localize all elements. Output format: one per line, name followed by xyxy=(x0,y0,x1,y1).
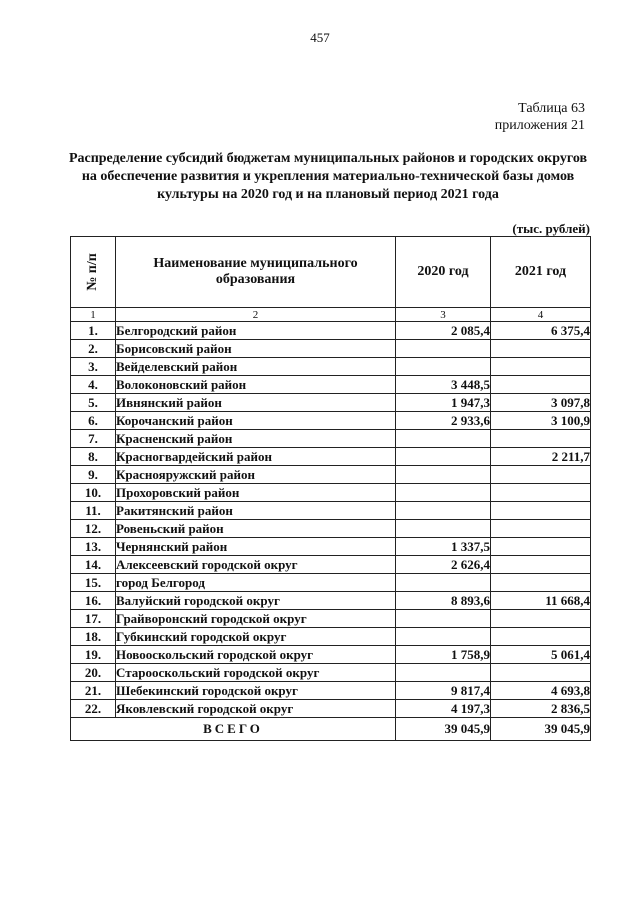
row-value-2021: 2 836,5 xyxy=(491,700,591,718)
row-value-2020 xyxy=(396,448,491,466)
row-value-2020 xyxy=(396,484,491,502)
row-value-2020 xyxy=(396,628,491,646)
header-num xyxy=(71,237,116,308)
row-value-2020: 1 947,3 xyxy=(396,394,491,412)
col-number: 1 xyxy=(71,308,116,322)
row-number: 16. xyxy=(71,592,116,610)
table-body xyxy=(71,322,591,718)
table-header-row xyxy=(71,237,591,308)
row-value-2020: 2 933,6 xyxy=(396,412,491,430)
row-value-2020: 3 448,5 xyxy=(396,376,491,394)
row-value-2020: 4 197,3 xyxy=(396,700,491,718)
row-name: Грайворонский городской округ xyxy=(116,610,396,628)
col-number: 2 xyxy=(116,308,396,322)
row-name: Яковлевский городской округ xyxy=(116,700,396,718)
header-2021: 2021 год xyxy=(491,237,591,308)
row-value-2021 xyxy=(491,502,591,520)
row-value-2021: 5 061,4 xyxy=(491,646,591,664)
row-value-2021 xyxy=(491,664,591,682)
units-label: (тыс. рублей) xyxy=(512,221,590,236)
row-number: 19. xyxy=(71,646,116,664)
row-value-2021: 3 100,9 xyxy=(491,412,591,430)
total-2020: 39 045,9 xyxy=(396,718,491,741)
subsidy-table xyxy=(70,236,591,741)
col-number: 4 xyxy=(491,308,591,322)
row-value-2021 xyxy=(491,520,591,538)
header-2020: 2020 год xyxy=(396,237,491,308)
column-numbers-row xyxy=(71,308,591,322)
table-reference xyxy=(495,100,585,134)
row-value-2020 xyxy=(396,340,491,358)
row-name: Валуйский городской округ xyxy=(116,592,396,610)
row-name: Ракитянский район xyxy=(116,502,396,520)
row-number: 8. xyxy=(71,448,116,466)
row-value-2020 xyxy=(396,520,491,538)
row-number: 22. xyxy=(71,700,116,718)
row-number: 7. xyxy=(71,430,116,448)
table-row xyxy=(71,682,591,700)
row-value-2020 xyxy=(396,430,491,448)
table-row xyxy=(71,412,591,430)
row-name: Ровеньский район xyxy=(116,520,396,538)
row-value-2021 xyxy=(491,628,591,646)
row-name: Ивнянский район xyxy=(116,394,396,412)
row-name: Губкинский городской округ xyxy=(116,628,396,646)
row-name: Шебекинский городской округ xyxy=(116,682,396,700)
table-row xyxy=(71,592,591,610)
row-value-2020 xyxy=(396,466,491,484)
document-title: Распределение субсидий бюджетам муниципальных районов и городских округов на обеспечение развития и укрепления материально-технической базы домов культуры на 2020 год и на плановый период 2021 года xyxy=(68,151,588,202)
table-row xyxy=(71,448,591,466)
row-value-2021 xyxy=(491,340,591,358)
row-name: Чернянский район xyxy=(116,538,396,556)
row-name: город Белгород xyxy=(116,574,396,592)
table-row xyxy=(71,430,591,448)
row-value-2021 xyxy=(491,610,591,628)
table-row xyxy=(71,538,591,556)
table-ref-line2: приложения 21 xyxy=(494,118,585,133)
row-value-2021: 11 668,4 xyxy=(491,592,591,610)
table-ref-line1: Таблица 63 xyxy=(518,101,585,116)
row-number: 9. xyxy=(71,466,116,484)
row-number: 14. xyxy=(71,556,116,574)
row-value-2021 xyxy=(491,484,591,502)
row-number: 12. xyxy=(71,520,116,538)
row-value-2021 xyxy=(491,430,591,448)
page-number: 457 xyxy=(310,30,330,45)
row-name: Алексеевский городской округ xyxy=(116,556,396,574)
row-value-2020: 2 085,4 xyxy=(396,322,491,340)
header-num-text: № п/п xyxy=(85,253,100,291)
row-value-2020 xyxy=(396,574,491,592)
row-value-2021 xyxy=(491,556,591,574)
row-value-2021 xyxy=(491,538,591,556)
row-name: Борисовский район xyxy=(116,340,396,358)
row-name: Краснояружский район xyxy=(116,466,396,484)
row-value-2020: 2 626,4 xyxy=(396,556,491,574)
row-number: 10. xyxy=(71,484,116,502)
row-number: 13. xyxy=(71,538,116,556)
row-number: 6. xyxy=(71,412,116,430)
row-number: 11. xyxy=(71,502,116,520)
table-row xyxy=(71,700,591,718)
row-name: Прохоровский район xyxy=(116,484,396,502)
total-2021: 39 045,9 xyxy=(491,718,591,741)
row-name: Старооскольский городской округ xyxy=(116,664,396,682)
row-value-2020 xyxy=(396,610,491,628)
header-name: Наименование муниципального образования xyxy=(116,237,396,308)
row-value-2021 xyxy=(491,376,591,394)
table-row xyxy=(71,556,591,574)
row-number: 15. xyxy=(71,574,116,592)
table-row xyxy=(71,376,591,394)
row-value-2020: 8 893,6 xyxy=(396,592,491,610)
table-row xyxy=(71,340,591,358)
table-row xyxy=(71,628,591,646)
row-number: 5. xyxy=(71,394,116,412)
table-row xyxy=(71,322,591,340)
row-value-2021 xyxy=(491,574,591,592)
row-name: Красненский район xyxy=(116,430,396,448)
row-name: Волоконовский район xyxy=(116,376,396,394)
row-number: 1. xyxy=(71,322,116,340)
row-number: 3. xyxy=(71,358,116,376)
row-number: 4. xyxy=(71,376,116,394)
table-row xyxy=(71,664,591,682)
table-row xyxy=(71,358,591,376)
row-name: Красногвардейский район xyxy=(116,448,396,466)
row-value-2020: 1 337,5 xyxy=(396,538,491,556)
row-name: Корочанский район xyxy=(116,412,396,430)
table-row xyxy=(71,394,591,412)
table-row xyxy=(71,646,591,664)
table-row xyxy=(71,610,591,628)
table-row xyxy=(71,574,591,592)
row-value-2020: 9 817,4 xyxy=(396,682,491,700)
row-value-2021: 3 097,8 xyxy=(491,394,591,412)
row-value-2021 xyxy=(491,358,591,376)
row-number: 18. xyxy=(71,628,116,646)
row-name: Новооскольский городской округ xyxy=(116,646,396,664)
row-value-2020: 1 758,9 xyxy=(396,646,491,664)
row-number: 21. xyxy=(71,682,116,700)
row-number: 17. xyxy=(71,610,116,628)
col-number: 3 xyxy=(396,308,491,322)
row-value-2020 xyxy=(396,358,491,376)
row-name: Вейделевский район xyxy=(116,358,396,376)
table-row xyxy=(71,520,591,538)
table-row xyxy=(71,502,591,520)
row-value-2021: 6 375,4 xyxy=(491,322,591,340)
row-value-2020 xyxy=(396,502,491,520)
table-row xyxy=(71,484,591,502)
row-number: 20. xyxy=(71,664,116,682)
row-value-2020 xyxy=(396,664,491,682)
table-row xyxy=(71,466,591,484)
row-value-2021 xyxy=(491,466,591,484)
row-value-2021: 4 693,8 xyxy=(491,682,591,700)
row-value-2021: 2 211,7 xyxy=(491,448,591,466)
total-row xyxy=(71,718,591,741)
row-name: Белгородский район xyxy=(116,322,396,340)
total-label: ВСЕГО xyxy=(71,718,396,741)
row-number: 2. xyxy=(71,340,116,358)
